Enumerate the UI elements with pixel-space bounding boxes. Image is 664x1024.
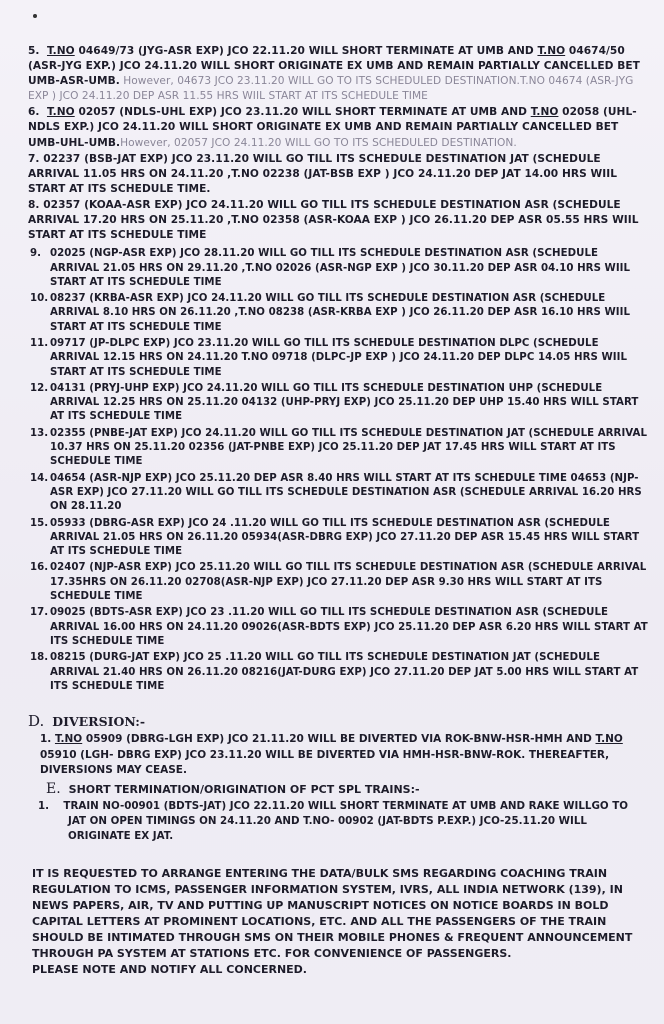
item-number: 14. [30, 472, 49, 484]
item-text: 05933 (DBRG-ASR EXP) JCO 24 .11.20 WILL GO TILL ITS SCHEDULE DESTINATION ASR (SCHEDULE ARRIVAL 21.05 HRS ON 26.11.20 05934(ASR-DBRG EXP) JCO 27.11.20 DEP ASR 15.45 HRS WILL START AT ITS SCHEDULE TIME [50, 517, 640, 558]
item-number: 6. [28, 106, 40, 119]
item-text-faint: However, 02057 JCO 24.11.20 WILL GO TO ITS SCHEDULED DESTINATION. [120, 136, 517, 149]
tno-label: T.NO [530, 106, 559, 119]
item-number: 11. [30, 338, 49, 349]
item-text: 02057 (NDLS-UHL EXP) JCO 23.11.20 WILL SHORT TERMINATE AT UMB AND [74, 106, 531, 119]
list-item [30, 382, 648, 425]
item-text: TRAIN NO-00901 (BDTS-JAT) JCO 22.11.20 WILL SHORT TERMINATE AT UMB AND RAKE WILLGO TO JAT ON OPEN TIMINGS ON 24.11.20 AND T.NO- 00902 (JAT-BDTS P.EXP.) JCO-25.11.20 WILL ORIGINATE EX JAT. [63, 799, 629, 842]
tno-label: T.NO [46, 45, 75, 57]
list-item [30, 517, 648, 560]
section-letter: D. [28, 712, 45, 731]
list-item-7: 7. 02237 (BSB-JAT EXP) JCO 23.11.20 WILL GO TILL ITS SCHEDULE DESTINATION JAT (SCHEDULE ARRIVAL 11.05 HRS ON 24.11.20 ,T.NO 02238 (JAT-BSB EXP ) JCO 24.11.20 DEP JAT 14.00 HRS WIIL START AT ITS SCHEDULE TIME. [28, 152, 618, 195]
item-text: 04131 (PRYJ-UHP EXP) JCO 24.11.20 WILL GO TILL ITS SCHEDULE DESTINATION UHP (SCHEDULE ARRIVAL 12.25 HRS ON 25.11.20 04132 (UHP-PRYJ EXP) JCO 25.11.20 DEP UHP 15.40 HRS WILL START AT ITS SCHEDULE TIME [50, 382, 639, 423]
spl-trains-heading [46, 781, 648, 797]
item-text-faint: However, 04673 JCO 23.11.20 WILL GO TO ITS SCHEDULED DESTINATION.T.NO 04674 (ASR-JYG EXP ) JCO 24.11.20 DEP ASR 11.55 HRS WIIL START AT ITS SCHEDULE TIME [28, 75, 634, 103]
item-text: 04654 (ASR-NJP EXP) JCO 25.11.20 DEP ASR 8.40 HRS WILL START AT ITS SCHEDULE TIME 04653 (NJP-ASR EXP) JCO 27.11.20 WILL GO TILL ITS SCHEDULE DESTINATION ASR (SCHEDULE ARRIVAL 16.20 HRS ON 28.11.20 [50, 472, 642, 513]
list-item-8: 8. 02357 (KOAA-ASR EXP) JCO 24.11.20 WILL GO TILL ITS SCHEDULE DESTINATION ASR (SCHEDULE ARRIVAL 17.20 HRS ON 25.11.20 ,T.NO 02358 (ASR-KOAA EXP ) JCO 26.11.20 DEP ASR 05.55 HRS WIIL START AT ITS SCHEDULE TIME [28, 198, 639, 242]
spl-trains-item [28, 799, 648, 844]
item-number: 16. [30, 562, 49, 574]
list-item-6 [28, 105, 648, 150]
item-text: 08215 (DURG-JAT EXP) JCO 25 .11.20 WILL GO TILL ITS SCHEDULE DESTINATION JAT (SCHEDULE ARRIVAL 21.40 HRS ON 26.11.20 08216(JAT-DURG EXP) JCO 27.11.20 DEP JAT 5.00 HRS WILL START AT ITS SCHEDULE TIME [50, 652, 639, 692]
list-item [30, 606, 648, 649]
item-text: 04649/73 (JYG-ASR EXP) JCO 22.11.20 WILL SHORT TERMINATE AT UMB AND [74, 45, 538, 57]
list-item [30, 651, 648, 694]
list-item [30, 337, 648, 380]
item-number: 1. [38, 799, 50, 812]
schedule-list [28, 247, 648, 694]
request-paragraph [28, 866, 648, 978]
tno-label: T.NO [46, 106, 75, 119]
item-number: 9. [30, 248, 42, 260]
list-item-5 [28, 44, 648, 104]
item-text: 04674/50 (ASR-JYG EXP.) JCO 24.11.20 WILL SHORT ORIGINATE EX UMB AND REMAIN PARTIALLY CANCELLED BET UMB-ASR-UMB. [28, 45, 640, 88]
diversion-item [28, 732, 648, 779]
page-mark [33, 14, 37, 18]
item-text: 05910 (LGH- DBRG EXP) JCO 23.11.20 WILL BE DIVERTED VIA HMH-HSR-BNW-ROK. THEREAFTER, DIVERSIONS MAY CEASE. [40, 748, 610, 777]
item-text: 02025 (NGP-ASR EXP) JCO 28.11.20 WILL GO TILL ITS SCHEDULE DESTINATION ASR (SCHEDULE ARRIVAL 21.05 HRS ON 29.11.20 ,T.NO 02026 (ASR-NGP EXP ) JCO 30.11.20 DEP ASR 04.10 HRS WIIL START AT ITS SCHEDULE TIME [50, 248, 631, 288]
item-number: 15. [30, 517, 49, 529]
list-item [30, 561, 648, 604]
item-text: 02407 (NJP-ASR EXP) JCO 25.11.20 WILL GO TILL ITS SCHEDULE DESTINATION ASR (SCHEDULE ARRIVAL 17.35HRS ON 26.11.20 02708(ASR-NJP EXP) JCO 27.11.20 DEP ASR 9.30 HRS WILL START AT ITS SCHEDULE TIME [50, 562, 647, 603]
list-item [30, 247, 648, 290]
document-body [28, 44, 648, 978]
item-number: 12. [30, 382, 49, 394]
section-letter: E. [46, 780, 61, 797]
request-text: IT IS REQUESTED TO ARRANGE ENTERING THE DATA/BULK SMS REGARDING COACHING TRAIN REGULATION TO ICMS, PASSENGER INFORMATION SYSTEM, IVRS, ALL INDIA NETWORK (139), IN NEWS PAPERS, AIR, TV AND PUTTING UP MANUSCRIPT NOTICES ON NOTICE BOARDS IN BOLD CAPITAL LETTERS AT PROMINENT LOCATIONS, ETC. AND ALL THE PASSENGERS OF THE TRAIN SHOULD BE INTIMATED THROUGH SMS ON THEIR MOBILE PHONES & FREQUENT ANNOUNCEMENT THROUGH PA SYSTEM AT STATIONS ETC. FOR CONVENIENCE OF PASSENGERS. [32, 866, 633, 960]
tno-label: T.NO [54, 733, 83, 746]
item-text: 09025 (BDTS-ASR EXP) JCO 23 .11.20 WILL GO TILL ITS SCHEDULE DESTINATION ASR (SCHEDULE ARRIVAL 16.00 HRS ON 24.11.20 09026(ASR-BDTS EXP) JCO 25.11.20 DEP ASR 6.20 HRS WILL START AT ITS SCHEDULE TIME [50, 607, 648, 647]
list-item [30, 427, 648, 470]
item-text: 02058 (UHL-NDLS EXP.) JCO 24.11.20 WILL SHORT ORIGINATE EX UMB AND REMAIN PARTIALLY CANCELLED BET UMB-UHL-UMB. [28, 106, 637, 149]
list-item [30, 472, 648, 515]
tno-label: T.NO [595, 733, 623, 746]
diversion-heading [28, 712, 648, 730]
tno-label: T.NO [537, 45, 566, 57]
section-title: SHORT TERMINATION/ORIGINATION OF PCT SPL TRAINS:- [68, 782, 420, 796]
item-number: 13. [30, 427, 49, 439]
closing-line: PLEASE NOTE AND NOTIFY ALL CONCERNED. [32, 962, 307, 976]
item-text: 09717 (JP-DLPC EXP) JCO 23.11.20 WILL GO TILL ITS SCHEDULE DESTINATION DLPC (SCHEDULE ARRIVAL 12.15 HRS ON 24.11.20 T.NO 09718 (DLPC-JP EXP ) JCO 24.11.20 DEP DLPC 14.05 HRS WIIL START AT ITS SCHEDULE TIME [50, 338, 627, 378]
item-number: 18. [30, 652, 49, 664]
item-number: 5. [28, 45, 40, 57]
item-text: 02355 (PNBE-JAT EXP) JCO 24.11.20 WILL GO TILL ITS SCHEDULE DESTINATION JAT (SCHEDULE ARRIVAL 10.37 HRS ON 25.11.20 02356 (JAT-PNBE EXP) JCO 25.11.20 DEP JAT 17.45 HRS WILL START AT ITS SCHEDULE TIME [50, 427, 648, 468]
item-number: 1. [40, 733, 52, 746]
list-item [30, 292, 648, 335]
section-title: DIVERSION:- [52, 714, 146, 730]
item-text: 08237 (KRBA-ASR EXP) JCO 24.11.20 WILL GO TILL ITS SCHEDULE DESTINATION ASR (SCHEDULE ARRIVAL 8.10 HRS ON 26.11.20 ,T.NO 08238 (ASR-KRBA EXP ) JCO 26.11.20 DEP ASR 16.10 HRS WIIL START AT ITS SCHEDULE TIME [50, 293, 631, 333]
item-number: 17. [30, 607, 49, 619]
item-text: 05909 (DBRG-LGH EXP) JCO 21.11.20 WILL BE DIVERTED VIA ROK-BNW-HSR-HMH AND [82, 733, 596, 746]
item-number: 10. [30, 293, 49, 305]
